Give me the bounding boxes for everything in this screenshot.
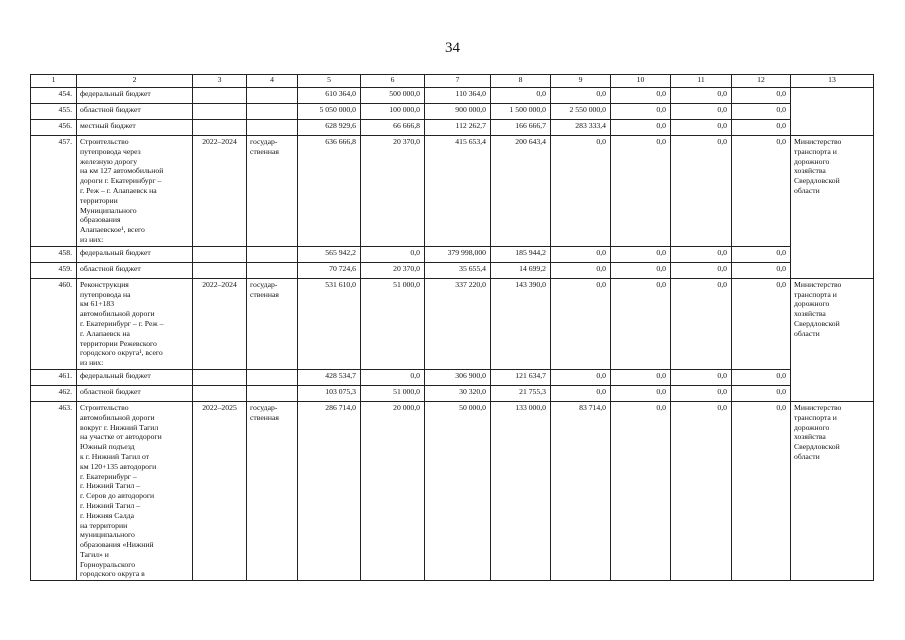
row-status [247, 262, 298, 278]
cell-value: 0,0 [611, 136, 671, 247]
cell-value: 500 000,0 [361, 88, 425, 104]
cell-value: 0,0 [551, 246, 611, 262]
cell-value: 0,0 [671, 401, 732, 580]
cell-value: 0,0 [671, 246, 732, 262]
column-header: 6 [361, 75, 425, 88]
cell-value: 0,0 [611, 262, 671, 278]
cell-value: 0,0 [611, 385, 671, 401]
row-number: 455. [31, 104, 77, 120]
cell-value: 20 370,0 [361, 262, 425, 278]
cell-value: 0,0 [361, 369, 425, 385]
cell-value: 0,0 [732, 278, 791, 369]
cell-value: 14 699,2 [491, 262, 551, 278]
cell-value: 0,0 [611, 401, 671, 580]
cell-value: 0,0 [671, 104, 732, 120]
cell-value: 0,0 [671, 385, 732, 401]
row-number: 457. [31, 136, 77, 247]
cell-total: 428 534,7 [298, 369, 361, 385]
cell-value: 0,0 [732, 120, 791, 136]
row-number: 462. [31, 385, 77, 401]
cell-value: 0,0 [732, 262, 791, 278]
row-status [247, 104, 298, 120]
cell-value: 0,0 [551, 88, 611, 104]
row-name: областной бюджет [77, 104, 193, 120]
cell-value: 900 000,0 [425, 104, 491, 120]
table-row [31, 88, 874, 104]
cell-value: 112 262,7 [425, 120, 491, 136]
column-header: 3 [193, 75, 247, 88]
row-status [247, 369, 298, 385]
column-header: 9 [551, 75, 611, 88]
column-header: 7 [425, 75, 491, 88]
page-number: 34 [445, 40, 460, 56]
cell-value: 0,0 [732, 385, 791, 401]
cell-value: 283 333,4 [551, 120, 611, 136]
cell-value: 143 390,0 [491, 278, 551, 369]
row-period [193, 88, 247, 104]
cell-value: 337 220,0 [425, 278, 491, 369]
column-header: 12 [732, 75, 791, 88]
cell-value: 0,0 [611, 120, 671, 136]
cell-value: 20 000,0 [361, 401, 425, 580]
column-header: 4 [247, 75, 298, 88]
cell-value: 0,0 [671, 136, 732, 247]
cell-total: 286 714,0 [298, 401, 361, 580]
cell-value: 0,0 [611, 246, 671, 262]
cell-value: 166 666,7 [491, 120, 551, 136]
table-row [31, 104, 874, 120]
cell-total: 636 666,8 [298, 136, 361, 247]
cell-value: 1 500 000,0 [491, 104, 551, 120]
cell-value: 0,0 [671, 120, 732, 136]
cell-value: 0,0 [611, 369, 671, 385]
table-row [31, 278, 874, 369]
cell-value: 0,0 [361, 246, 425, 262]
row-period [193, 246, 247, 262]
row-name: областной бюджет [77, 385, 193, 401]
row-period [193, 120, 247, 136]
row-status [247, 385, 298, 401]
row-number: 463. [31, 401, 77, 580]
cell-value: 30 320,0 [425, 385, 491, 401]
row-name: Строительство автомобильной дороги вокруг г. Нижний Тагил на участке от автодороги Южный подъезд к г. Нижний Тагил от км 120+135 автодороги г. Екатеринбург – г. Нижний Тагил – г. Серов до автодороги г. Нижний Тагил – г. Нижняя Салда на территории муниципального образования «Нижний Тагил» и Горноуральского городского округа в [77, 401, 193, 580]
cell-value: 35 655,4 [425, 262, 491, 278]
cell-value: 110 364,0 [425, 88, 491, 104]
row-number: 459. [31, 262, 77, 278]
row-period [193, 262, 247, 278]
cell-value: 0,0 [551, 385, 611, 401]
cell-value: 415 653,4 [425, 136, 491, 247]
cell-value: 0,0 [611, 104, 671, 120]
cell-value: 0,0 [671, 278, 732, 369]
row-name: Строительство путепровода через железную дорогу на км 127 автомобильной дороги г. Екатеринбург – г. Реж – г. Алапаевск на территории Муниципального образования Алапаевское¹, всего из них: [77, 136, 193, 247]
cell-value: 20 370,0 [361, 136, 425, 247]
row-period: 2022–2025 [193, 401, 247, 580]
cell-value: 0,0 [551, 136, 611, 247]
cell-total: 5 050 000,0 [298, 104, 361, 120]
table-row [31, 385, 874, 401]
cell-value: 51 000,0 [361, 278, 425, 369]
row-period [193, 385, 247, 401]
cell-value: 0,0 [732, 104, 791, 120]
table-row [31, 401, 874, 580]
cell-value: 0,0 [671, 88, 732, 104]
cell-value: 51 000,0 [361, 385, 425, 401]
table-row [31, 246, 874, 262]
executor-cell: Министерство транспорта и дорожного хозяйства Свердловской области [791, 278, 874, 401]
cell-value: 0,0 [551, 262, 611, 278]
cell-value: 66 666,8 [361, 120, 425, 136]
row-name: федеральный бюджет [77, 88, 193, 104]
row-name: местный бюджет [77, 120, 193, 136]
column-header: 11 [671, 75, 732, 88]
cell-total: 70 724,6 [298, 262, 361, 278]
row-status: государ- ственная [247, 401, 298, 580]
row-name: федеральный бюджет [77, 246, 193, 262]
row-number: 461. [31, 369, 77, 385]
executor-cell: Министерство транспорта и дорожного хозяйства Свердловской области [791, 401, 874, 580]
row-period [193, 369, 247, 385]
row-number: 458. [31, 246, 77, 262]
cell-value: 21 755,3 [491, 385, 551, 401]
column-header: 10 [611, 75, 671, 88]
cell-value: 0,0 [551, 278, 611, 369]
budget-table [30, 74, 874, 581]
executor-cell [791, 88, 874, 136]
cell-total: 610 364,0 [298, 88, 361, 104]
row-period: 2022–2024 [193, 278, 247, 369]
row-status: государ- ственная [247, 136, 298, 247]
cell-value: 0,0 [732, 136, 791, 247]
row-number: 454. [31, 88, 77, 104]
column-header: 2 [77, 75, 193, 88]
column-header: 1 [31, 75, 77, 88]
header-row [31, 75, 874, 88]
table-row [31, 136, 874, 247]
row-name: федеральный бюджет [77, 369, 193, 385]
row-status: государ- ственная [247, 278, 298, 369]
table-row [31, 369, 874, 385]
executor-cell: Министерство транспорта и дорожного хозяйства Свердловской области [791, 136, 874, 279]
cell-value: 200 643,4 [491, 136, 551, 247]
row-name: Реконструкция путепровода на км 61+183 автомобильной дороги г. Екатеринбург – г. Реж – г. Алапаевск на территории Режевского городского округа¹, всего из них: [77, 278, 193, 369]
cell-value: 0,0 [732, 246, 791, 262]
column-header: 5 [298, 75, 361, 88]
cell-value: 379 998,000 [425, 246, 491, 262]
cell-value: 0,0 [611, 88, 671, 104]
column-header: 13 [791, 75, 874, 88]
row-period [193, 104, 247, 120]
cell-value: 2 550 000,0 [551, 104, 611, 120]
row-status [247, 246, 298, 262]
cell-value: 50 000,0 [425, 401, 491, 580]
row-name: областной бюджет [77, 262, 193, 278]
cell-value: 83 714,0 [551, 401, 611, 580]
row-number: 456. [31, 120, 77, 136]
cell-value: 0,0 [732, 369, 791, 385]
table-row [31, 262, 874, 278]
cell-value: 0,0 [732, 88, 791, 104]
cell-value: 0,0 [732, 401, 791, 580]
row-status [247, 120, 298, 136]
cell-total: 103 075,3 [298, 385, 361, 401]
cell-value: 0,0 [551, 369, 611, 385]
cell-total: 531 610,0 [298, 278, 361, 369]
cell-value: 0,0 [611, 278, 671, 369]
cell-value: 185 944,2 [491, 246, 551, 262]
cell-value: 0,0 [491, 88, 551, 104]
row-status [247, 88, 298, 104]
cell-value: 133 000,0 [491, 401, 551, 580]
cell-value: 100 000,0 [361, 104, 425, 120]
cell-value: 306 900,0 [425, 369, 491, 385]
cell-total: 565 942,2 [298, 246, 361, 262]
row-period: 2022–2024 [193, 136, 247, 247]
cell-value: 121 634,7 [491, 369, 551, 385]
cell-value: 0,0 [671, 262, 732, 278]
cell-total: 628 929,6 [298, 120, 361, 136]
cell-value: 0,0 [671, 369, 732, 385]
row-number: 460. [31, 278, 77, 369]
column-header: 8 [491, 75, 551, 88]
table-row [31, 120, 874, 136]
